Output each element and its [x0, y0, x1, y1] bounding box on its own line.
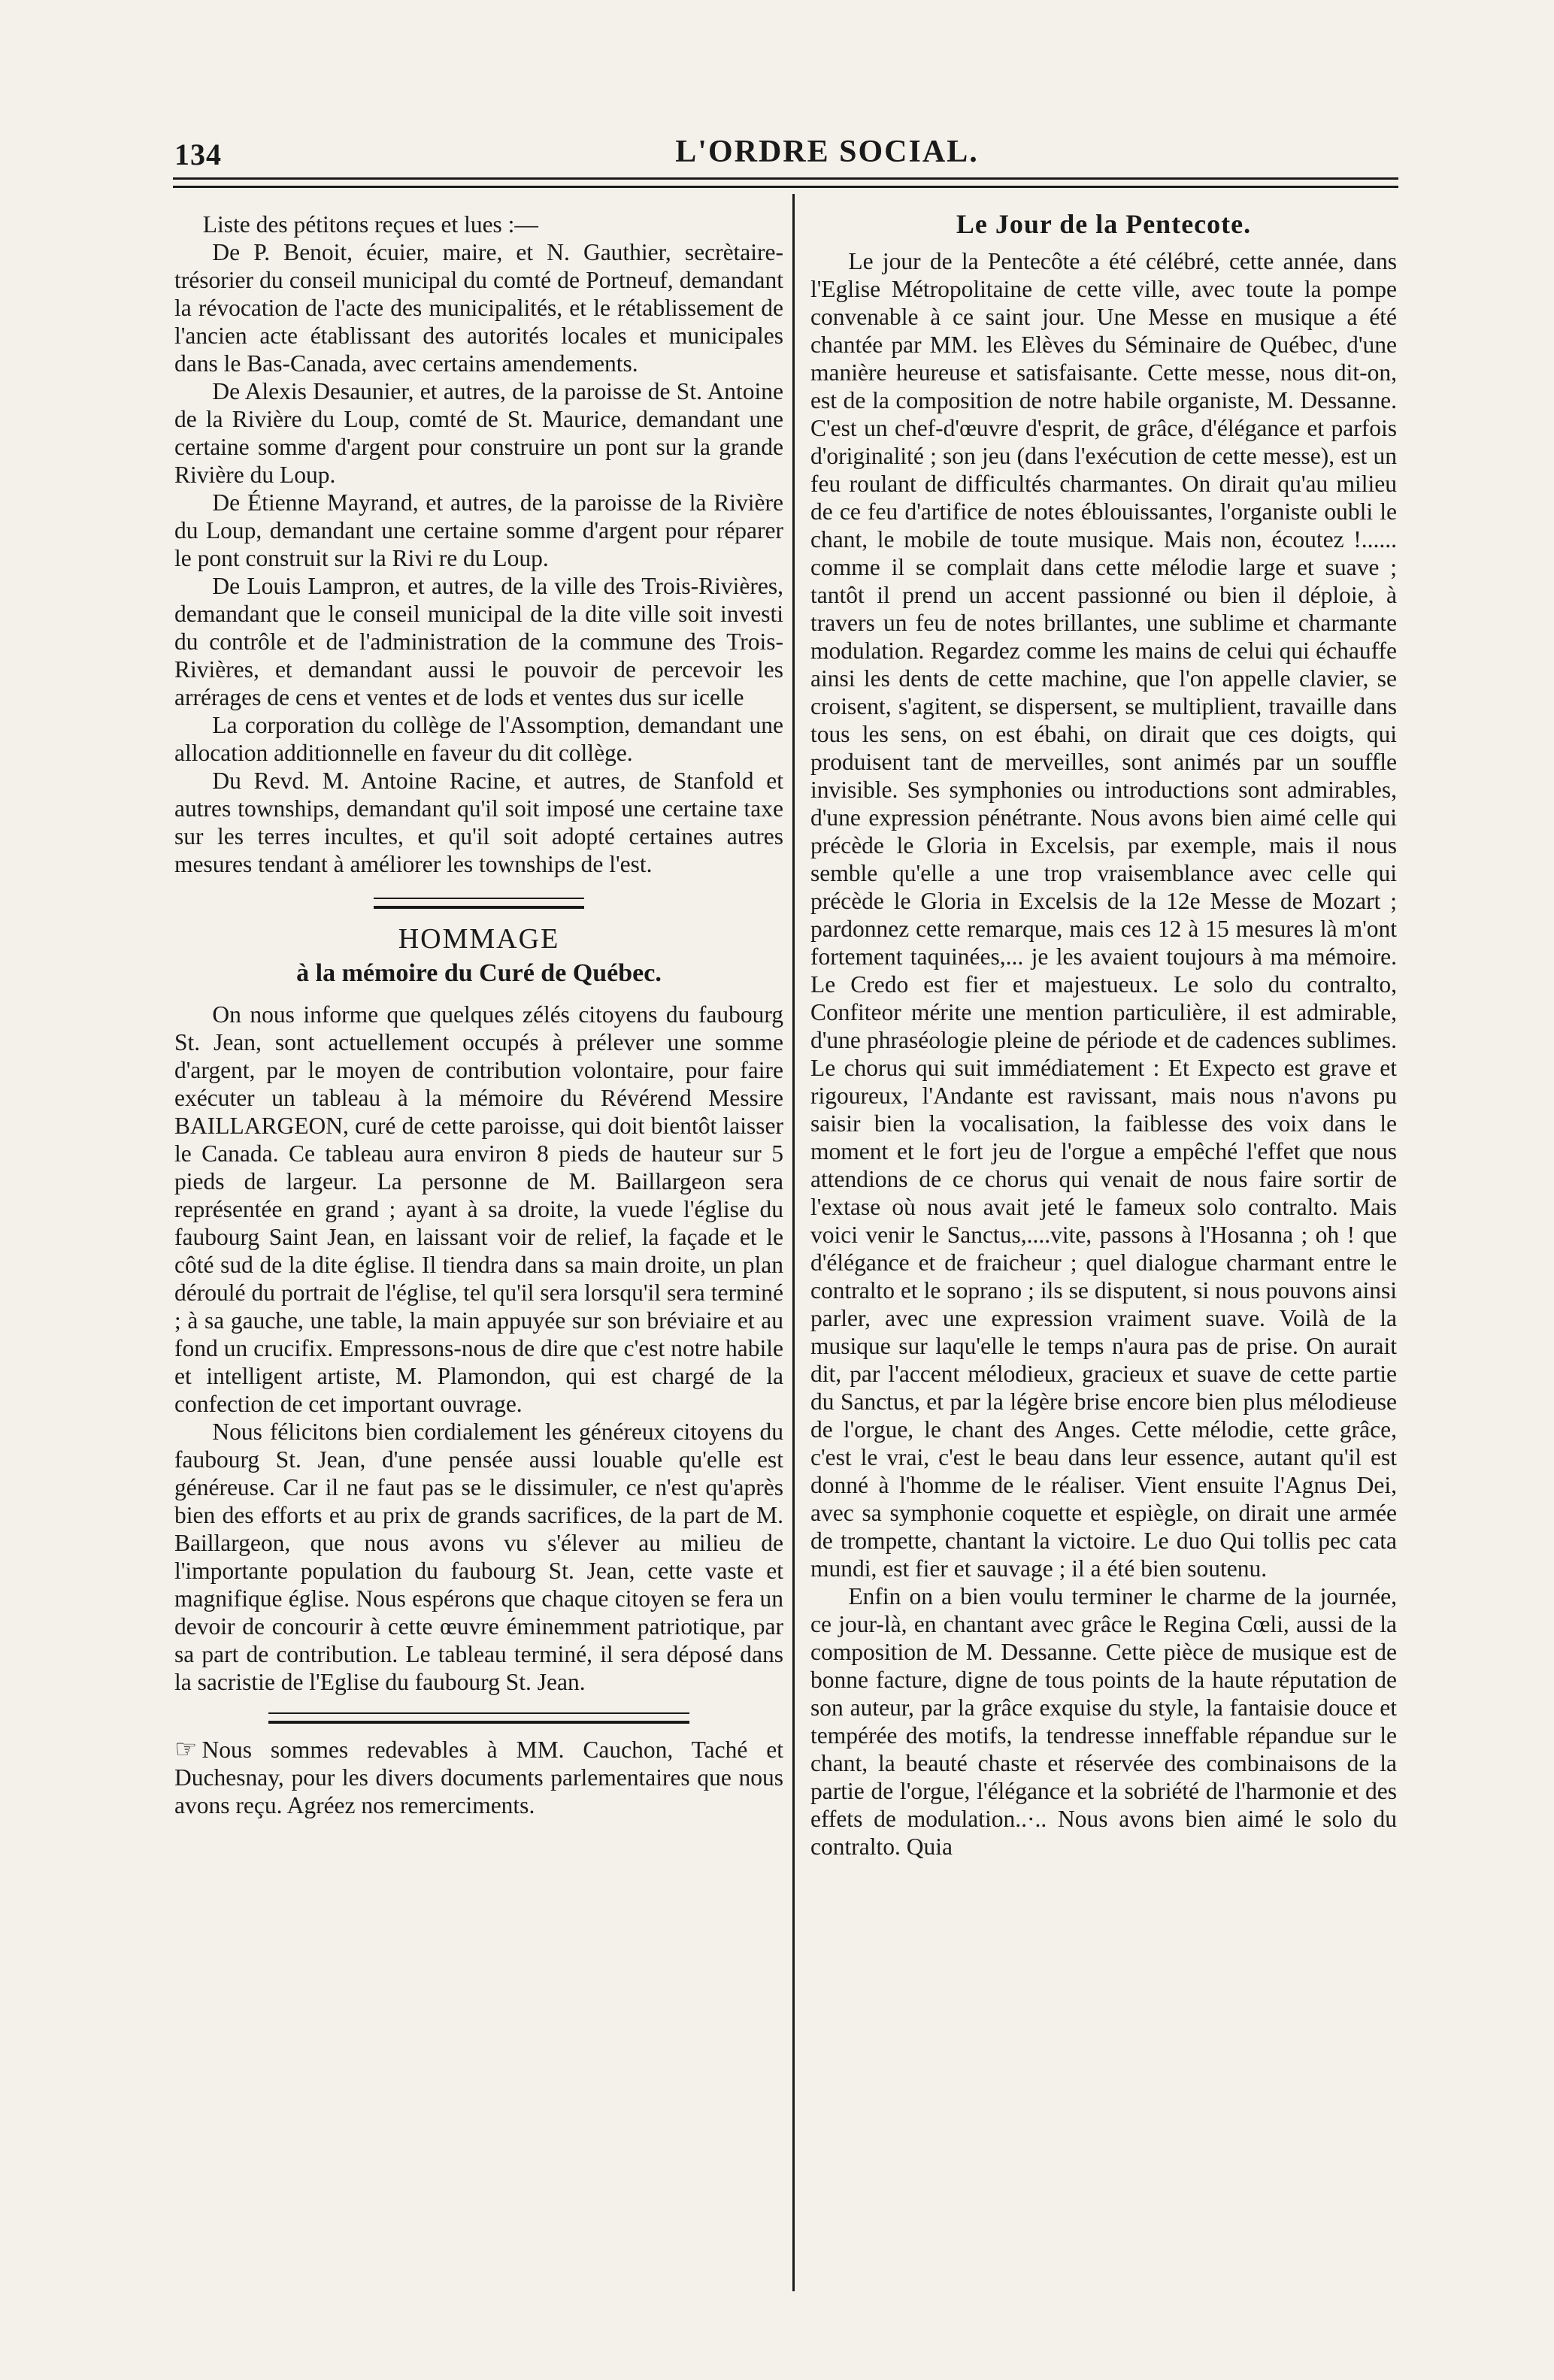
notice-paragraph [174, 1736, 783, 1819]
hommage-subtitle: à la mémoire du Curé de Québec. [296, 959, 662, 987]
hommage-paragraph: On nous informe que quelques zélés citoyens du faubourg St. Jean, sont actuellement occupés à prélever une somme d'argent, par le moyen de contribution volontaire, pour faire exécuter un tableau à la mémoire du Révérend Messire BAILLARGEON, curé de cette paroisse, qui doit bientôt laisser le Canada. Ce tableau aura environ 8 pieds de hauteur sur 5 pieds de largeur. La personne de M. Baillargeon sera représentée en grand ; ayant à sa droite, la vuede l'église du faubourg Saint Jean, en laissant voir de relief, la façade et le côté sud de la dite église. Il tiendra dans sa main droite, un plan déroulé du portrait de l'église, tel qu'il sera lorsqu'il sera terminé ; à sa gauche, une table, la main appuyée sur son bréviaire et au fond un crucifix. Empressons-nous de dire que c'est notre habile et intelligent artiste, M. Plamondon, qui est chargé de la confection de cet important ouvrage. [174, 1001, 783, 1417]
left-column [174, 210, 783, 1819]
hommage-title: HOMMAGE [398, 923, 560, 955]
column-divider [792, 194, 795, 2291]
hommage-paragraph: Nous félicitons bien cordialement les généreux citoyens du faubourg St. Jean, d'une pensée aussi louable qu'elle est généreuse. Car il ne faut pas se le dissimuler, ce n'est qu'après bien des efforts et au prix de grands sacrifices, de la part de M. Baillargeon, que nous avons vu s'élever au milieu de l'importante population du faubourg St. Jean, cette vaste et magnifique église. Nous espérons que chaque citoyen se fera un devoir de concourir à cette œuvre éminemment patriotique, par sa part de contribution. Le tableau terminé, il sera déposé dans la sacristie de l'Eglise du faubourg St. Jean. [174, 1419, 783, 1695]
pointing-hand-icon: ☞ [174, 1736, 198, 1764]
petition-paragraph: De Alexis Desaunier, et autres, de la paroisse de St. Antoine de la Rivière du Loup, comté de St. Maurice, demandant une certaine somme d'argent pour construire un pont sur la grande Rivière du Loup. [174, 378, 783, 488]
journal-title: L'ORDRE SOCIAL. [675, 135, 979, 169]
section-divider [374, 898, 584, 909]
petition-paragraph: Du Revd. M. Antoine Racine, et autres, de Stanfold et autres townships, demandant qu'il soit imposé une certaine taxe sur les terres incultes, et qu'il soit adopté certaines autres mesures tendant à améliorer les townships de l'est. [174, 768, 783, 877]
petitions-intro: Liste des pétitons reçues et lues :— [202, 211, 538, 238]
petition-paragraph: De Étienne Mayrand, et autres, de la paroisse de la Rivière du Loup, demandant une certaine somme d'argent pour réparer le pont construit sur la Rivi re du Loup. [174, 489, 783, 571]
petition-paragraph: De Louis Lampron, et autres, de la ville des Trois-Rivières, demandant que le conseil municipal de la dite ville soit investi du contrôle et de l'administration de la commune des Trois-Rivières, et demandant aussi le pouvoir de percevoir les arrérages de cens et ventes et de lods et ventes dus sur icelle [174, 573, 783, 710]
notice-text: Nous sommes redevables à MM. Cauchon, Taché et Duchesnay, pour les divers documents parlementaires que nous avons reçu. Agréez nos remerciments. [174, 1737, 783, 1818]
right-column [810, 210, 1397, 1861]
pentecote-paragraph: Le jour de la Pentecôte a été célébré, cette année, dans l'Eglise Métropolitaine de cette ville, avec toute la pompe convenable à ce saint jour. Une Messe en musique a été chantée par MM. les Elèves du Séminaire de Québec, d'une manière heureuse et satisfaisante. Cette messe, nous dit-on, est de la composition de notre habile organiste, M. Dessanne. C'est un chef-d'œuvre d'esprit, de grâce, d'élégance et parfois d'originalité ; son jeu (dans l'exécution de cette messe), est un feu roulant de difficultés charmantes. On dirait qu'au milieu de ce feu d'artifice de notes éblouissantes, l'organiste oubli le chant, le mobile de toute musique. Mais non, écoutez !...... comme il se complait dans cette mélodie large et suave ; tantôt il prend un accent passionné ou bien il déploie, à travers un feu de notes brillantes, une sublime et charmante modulation. Regardez comme les mains de celui qui échauffe ainsi les dents de cette machine, que l'on appelle clavier, se croisent, s'agitent, se dispersent, se multiplient, travaille dans tous les sens, on est ébahi, on dirait que ces doigts, qui produisent tant de merveilles, sont animés par un souffle invisible. Ses symphonies ou introductions sont admirables, d'une expression pénétrante. Nous avons bien aimé celle qui précède le Gloria in Excelsis, par exemple, mais il nous semble qu'elle a une trop vraisemblance avec celle qui précède le Gloria in Excelsis de la 12e Messe de Mozart ; pardonnez cette remarque, mais ces 12 à 15 mesures là m'ont fortement taquinées,... je les avaient toujours à ma mémoire. Le Credo est fier et majestueux. Le solo du contralto, Confiteor mérite une mention particulière, il est admirable, d'une phraséologie pleine de période et de cadences sublimes. Le chorus qui suit immédiatement : Et Expecto est grave et rigoureux, l'Andante est ravissant, mais nous n'avons pu saisir bien la vocalisation, la faiblesse des voix dans le moment et le fort jeu de l'orgue a empêché l'effet que nous attendions de ce chorus qui venait de nous faire sortir de l'extase où nous avait jeté le fameux solo contralto. Mais voici venir le Sanctus,....vite, passons à l'Hosanna ; oh ! que d'élégance et de fraicheur ; quel dialogue charmant entre le contralto et le soprano ; ils se disputent, si nous pouvons ainsi parler, avec une expression vraiment suave. Voilà de la musique sur laqu'elle le temps n'aura pas de prise. On aurait dit, par l'accent mélodieux, gracieux et suave de cette partie du Sanctus, et par la légère brise encore bien plus mélodieuse de l'orgue, le chant des Anges. Cette mélodie, cette grâce, c'est le vrai, c'est le beau dans leur essence, autant qu'il est donné à l'homme de le réaliser. Vient ensuite l'Agnus Dei, avec sa symphonie coquette et espiègle, on dirait une armée de trompette, chantant la victoire. Le duo Qui tollis pec cata mundi, est fier et sauvage ; il a été bien soutenu. [810, 248, 1397, 1582]
section-divider [268, 1712, 689, 1724]
petition-paragraph: De P. Benoit, écuier, maire, et N. Gauthier, secrètaire-trésorier du conseil municipal du comté de Portneuf, demandant la révocation de l'acte des municipalités, et le rétablissement de l'ancien acte établissant des autorités locales et municipales dans le Bas-Canada, avec certains amendements. [174, 239, 783, 377]
header-rule [173, 177, 1398, 188]
petition-paragraph: La corporation du collège de l'Assomption, demandant une allocation additionnelle en faveur du dit collège. [174, 712, 783, 766]
pentecote-paragraph: Enfin on a bien voulu terminer le charme de la journée, ce jour-là, en chantant avec grâce le Regina Cœli, aussi de la composition de M. Dessanne. Cette pièce de musique est de bonne facture, digne de tous points de la haute réputation de son auteur, par la grâce exquise du style, la fantaisie douce et tempérée des motifs, la tendresse inneffable répandue sur le chant, la beauté chaste et réservée des combinaisons de la partie de l'orgue, l'élégance et la sobriété de l'harmonie et des effets de modulation..·.. Nous avons bien aimé le solo du contralto. Quia [810, 1583, 1397, 1860]
page-number: 134 [174, 138, 222, 171]
pentecote-title: Le Jour de la Pentecote. [956, 209, 1252, 239]
